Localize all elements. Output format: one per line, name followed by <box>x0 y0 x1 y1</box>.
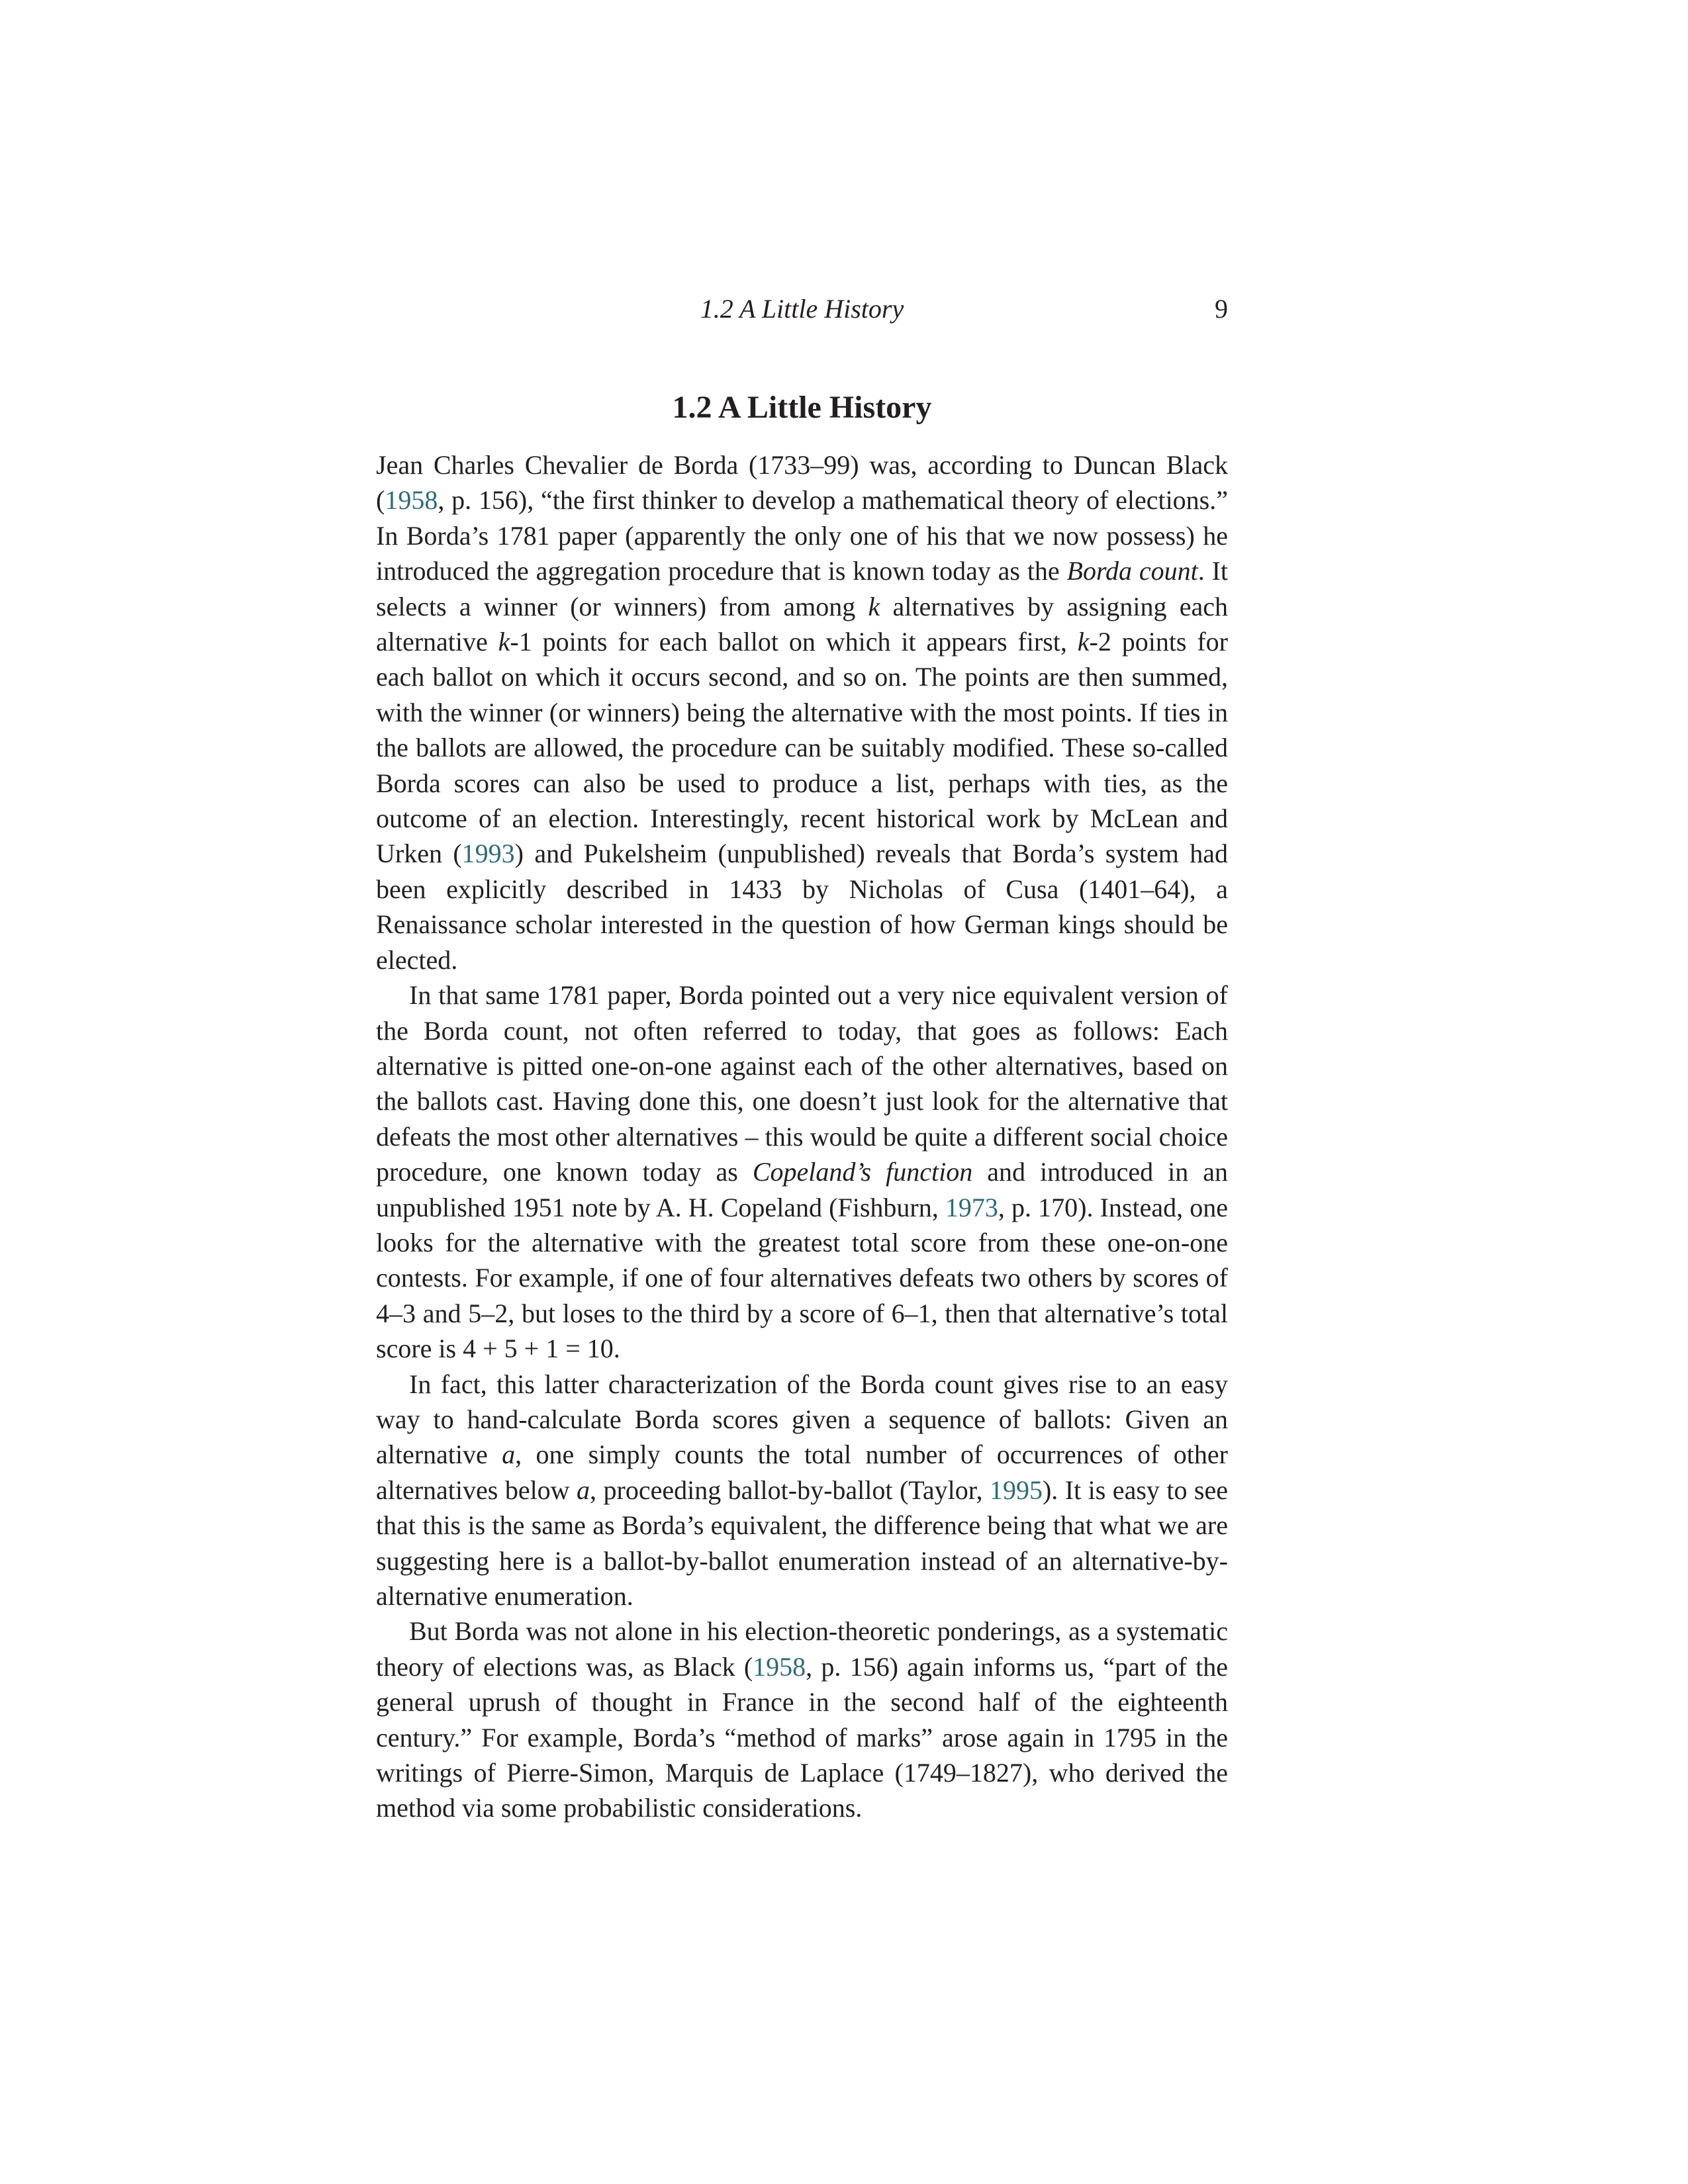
paragraph <box>376 447 1228 978</box>
text-run: ) and Pukelsheim (unpublished) reveals that Borda’s system had been explicitly described in 1433 by Nicholas of Cusa (1401–64), a Renaissance scholar interested in the question of how German kings should be elected. <box>376 839 1229 975</box>
text-run: , one simply counts the total number of occurrences of other alternatives below <box>376 1439 1228 1505</box>
citation-link[interactable]: 1958 <box>385 485 438 516</box>
citation-link[interactable]: 1993 <box>461 839 515 869</box>
emphasis-text: a <box>577 1475 590 1505</box>
running-title: 1.2 A Little History <box>700 294 904 324</box>
text-run: In that same 1781 paper, Borda pointed out a very nice equivalent version of the Borda count, not often referred to today, that goes as follows: Each alternative is pitted one-on-one against each of the other alternatives, based on the ballots cast. Having done this, one doesn’t just look for the alternative that defeats the most other alternatives – this would be quite a different social choice procedure, one known today as <box>376 980 1228 1187</box>
section-title: 1.2 A Little History <box>672 390 932 425</box>
paragraph <box>376 978 1228 1366</box>
text-run: Jean Charles Chevalier de Borda (1733–99) was, according to Duncan Black ( <box>376 450 1228 516</box>
paragraph <box>376 1614 1228 1825</box>
text-run: But Borda was not alone in his election-theoretic ponderings, as a systematic theory of elections was, as Black ( <box>376 1616 1228 1682</box>
citation-link[interactable]: 1973 <box>945 1192 998 1222</box>
text-run: , p. 170). Instead, one looks for the alternative with the greatest total score from these one-on-one contests. For example, if one of four alternatives defeats two others by scores of 4–3 and 5–2, but loses to the third by a score of 6–1, then that alternative’s total score is 4 + 5 + 1 = 10. <box>376 1192 1228 1364</box>
text-run: alternatives by assigning each alternative <box>376 591 1229 657</box>
text-run: . It selects a winner (or winners) from among <box>376 556 1228 621</box>
text-run: -2 points for each ballot on which it occurs second, and so on. The points are then summed, with the winner (or winners) being the alternative with the most points. If ties in the ballots are allowed, the procedure can be suitably modified. These so-called Borda scores can also be used to produce a list, perhaps with ties, as the outcome of an election. Interestingly, recent historical work by McLean and Urken ( <box>376 627 1228 869</box>
text-run: , proceeding ballot-by-ballot (Taylor, <box>590 1475 990 1505</box>
emphasis-text: k <box>498 627 510 657</box>
paragraph <box>376 1367 1228 1614</box>
text-run: , p. 156) again informs us, “part of the general uprush of thought in France in the second half of the eighteenth century.” For example, Borda’s “method of marks” arose again in 1795 in the writings of Pierre-Simon, Marquis de Laplace (1749–1827), who derived the method via some probabilistic considerations. <box>376 1651 1228 1823</box>
emphasis-text: Borda count <box>1066 556 1198 586</box>
citation-link[interactable]: 1995 <box>989 1475 1043 1505</box>
text-run: In fact, this latter characterization of the Borda count gives rise to an easy way to hand-calculate Borda scores given a sequence of ballots: Given an alternative <box>376 1369 1228 1470</box>
citation-link[interactable]: 1958 <box>753 1651 806 1682</box>
emphasis-text: a <box>502 1439 516 1470</box>
body-text <box>376 447 1228 1826</box>
running-head <box>376 293 1228 326</box>
text-run: , p. 156), “the first thinker to develop a mathematical theory of elections.” In Borda’s 1781 paper (apparently the only one of his that we now possess) he introduced the aggregation procedure that is known today as the <box>376 485 1228 586</box>
text-run: -1 points for each ballot on which it appears first, <box>510 627 1078 657</box>
emphasis-text: k <box>868 591 880 621</box>
page-number: 9 <box>1215 294 1228 324</box>
text-run: and introduced in an unpublished 1951 note by A. H. Copeland (Fishburn, <box>376 1157 1229 1222</box>
emphasis-text: k <box>1077 627 1090 657</box>
emphasis-text: Copeland’s function <box>752 1157 973 1187</box>
text-run: ). It is easy to see that this is the same as Borda’s equivalent, the difference being that what we are suggesting here is a ballot-by-ballot enumeration instead of an alternative-by-alternative enumeration. <box>376 1475 1229 1611</box>
